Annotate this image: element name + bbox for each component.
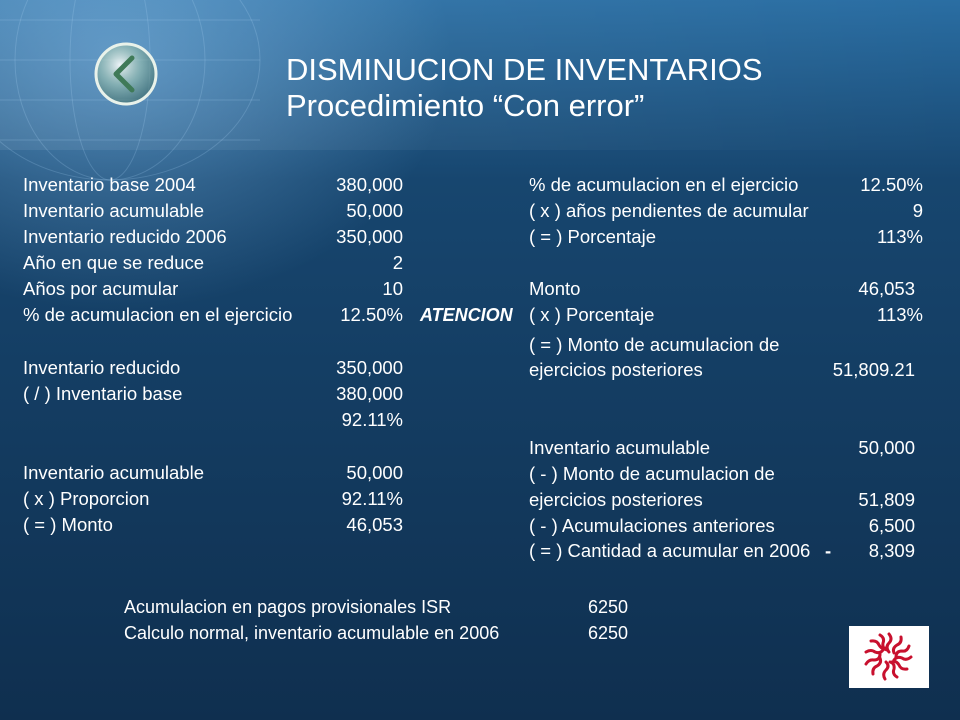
table-row bbox=[23, 172, 403, 198]
ribbon-circle-logo-icon bbox=[849, 626, 929, 688]
row-label: ejercicios posteriores bbox=[529, 359, 703, 380]
row-value: 50,000 bbox=[346, 462, 403, 483]
slide-title bbox=[286, 52, 763, 124]
row-value: 92.11% bbox=[341, 409, 403, 430]
row-value: 46,053 bbox=[346, 514, 403, 535]
table-row bbox=[529, 461, 923, 487]
row-label: ( x ) Proporcion bbox=[23, 488, 150, 509]
row-label: Inventario base 2004 bbox=[23, 174, 196, 195]
row-value: 6250 bbox=[587, 623, 628, 643]
negative-marker: - bbox=[825, 540, 832, 561]
row-value: 10 bbox=[382, 278, 403, 299]
row-label: ( - ) Monto de acumulacion de bbox=[529, 463, 775, 484]
row-value: 12.50% bbox=[860, 174, 923, 195]
title-line-1: DISMINUCION DE INVENTARIOS bbox=[286, 52, 763, 87]
row-label: Monto bbox=[529, 278, 581, 299]
row-label: ( - ) Acumulaciones anteriores bbox=[529, 515, 775, 536]
row-label: Inventario reducido 2006 bbox=[23, 226, 227, 247]
table-row bbox=[529, 332, 923, 358]
row-label: ( x ) años pendientes de acumular bbox=[529, 200, 809, 221]
table-row bbox=[23, 512, 403, 538]
row-label: Año en que se reduce bbox=[23, 252, 205, 273]
table-row bbox=[529, 513, 923, 539]
table-row bbox=[23, 224, 403, 250]
row-value: 113% bbox=[877, 304, 923, 325]
row-value: 51,809.21 bbox=[832, 359, 915, 380]
table-row bbox=[23, 276, 403, 302]
table-row bbox=[23, 407, 403, 433]
table-row bbox=[124, 594, 628, 620]
row-value: 50,000 bbox=[858, 437, 915, 458]
table-row bbox=[23, 486, 403, 512]
table-row bbox=[529, 538, 923, 564]
row-value: 2 bbox=[392, 252, 403, 273]
table-row bbox=[529, 435, 923, 461]
row-value: 50,000 bbox=[346, 200, 403, 221]
row-label: Calculo normal, inventario acumulable en 2006 bbox=[124, 623, 500, 643]
table-row bbox=[23, 250, 403, 276]
row-value: 92.11% bbox=[341, 488, 403, 509]
table-row bbox=[529, 276, 923, 302]
row-label: Años por acumular bbox=[23, 278, 179, 299]
row-value: 350,000 bbox=[336, 226, 403, 247]
table-row bbox=[529, 198, 923, 224]
row-label: % de acumulacion en el ejercicio bbox=[529, 174, 799, 195]
table-row bbox=[23, 355, 403, 381]
attention-label: ATENCION bbox=[420, 305, 513, 325]
row-label: ( = ) Monto de acumulacion de bbox=[529, 334, 780, 355]
row-label: ( = ) Cantidad a acumular en 2006 bbox=[529, 540, 811, 561]
row-value: 380,000 bbox=[336, 174, 403, 195]
table-row bbox=[529, 172, 923, 198]
table-row bbox=[529, 487, 923, 513]
row-label: Inventario acumulable bbox=[23, 462, 204, 483]
row-label: ( = ) Monto bbox=[23, 514, 113, 535]
row-label: Inventario acumulable bbox=[23, 200, 204, 221]
table-row bbox=[23, 381, 403, 407]
table-row bbox=[529, 302, 923, 328]
row-value: 46,053 bbox=[858, 278, 915, 299]
organization-logo bbox=[849, 626, 929, 688]
table-row bbox=[529, 224, 923, 250]
table-row bbox=[124, 620, 628, 646]
row-value: 380,000 bbox=[336, 383, 403, 404]
row-value: 8,309 bbox=[868, 540, 915, 561]
row-value: 350,000 bbox=[336, 357, 403, 378]
back-button[interactable] bbox=[92, 40, 160, 108]
row-label: Inventario acumulable bbox=[529, 437, 710, 458]
row-label: ( x ) Porcentaje bbox=[529, 304, 655, 325]
row-value: 6250 bbox=[587, 597, 628, 617]
row-label: % de acumulacion en el ejercicio bbox=[23, 304, 293, 325]
row-value: 113% bbox=[877, 226, 923, 247]
table-row bbox=[23, 460, 403, 486]
row-label: ( = ) Porcentaje bbox=[529, 226, 656, 247]
title-line-2: Procedimiento “Con error” bbox=[286, 88, 645, 123]
row-value: 9 bbox=[912, 200, 923, 221]
row-label: Inventario reducido bbox=[23, 357, 181, 378]
table-row bbox=[23, 198, 403, 224]
row-label: ( / ) Inventario base bbox=[23, 383, 183, 404]
row-value: 51,809 bbox=[858, 489, 915, 510]
row-label: Acumulacion en pagos provisionales ISR bbox=[124, 597, 452, 617]
table-row bbox=[23, 302, 403, 328]
table-row bbox=[529, 357, 923, 383]
row-value: 6,500 bbox=[868, 515, 915, 536]
row-label: ejercicios posteriores bbox=[529, 489, 703, 510]
row-value: 12.50% bbox=[340, 304, 403, 325]
